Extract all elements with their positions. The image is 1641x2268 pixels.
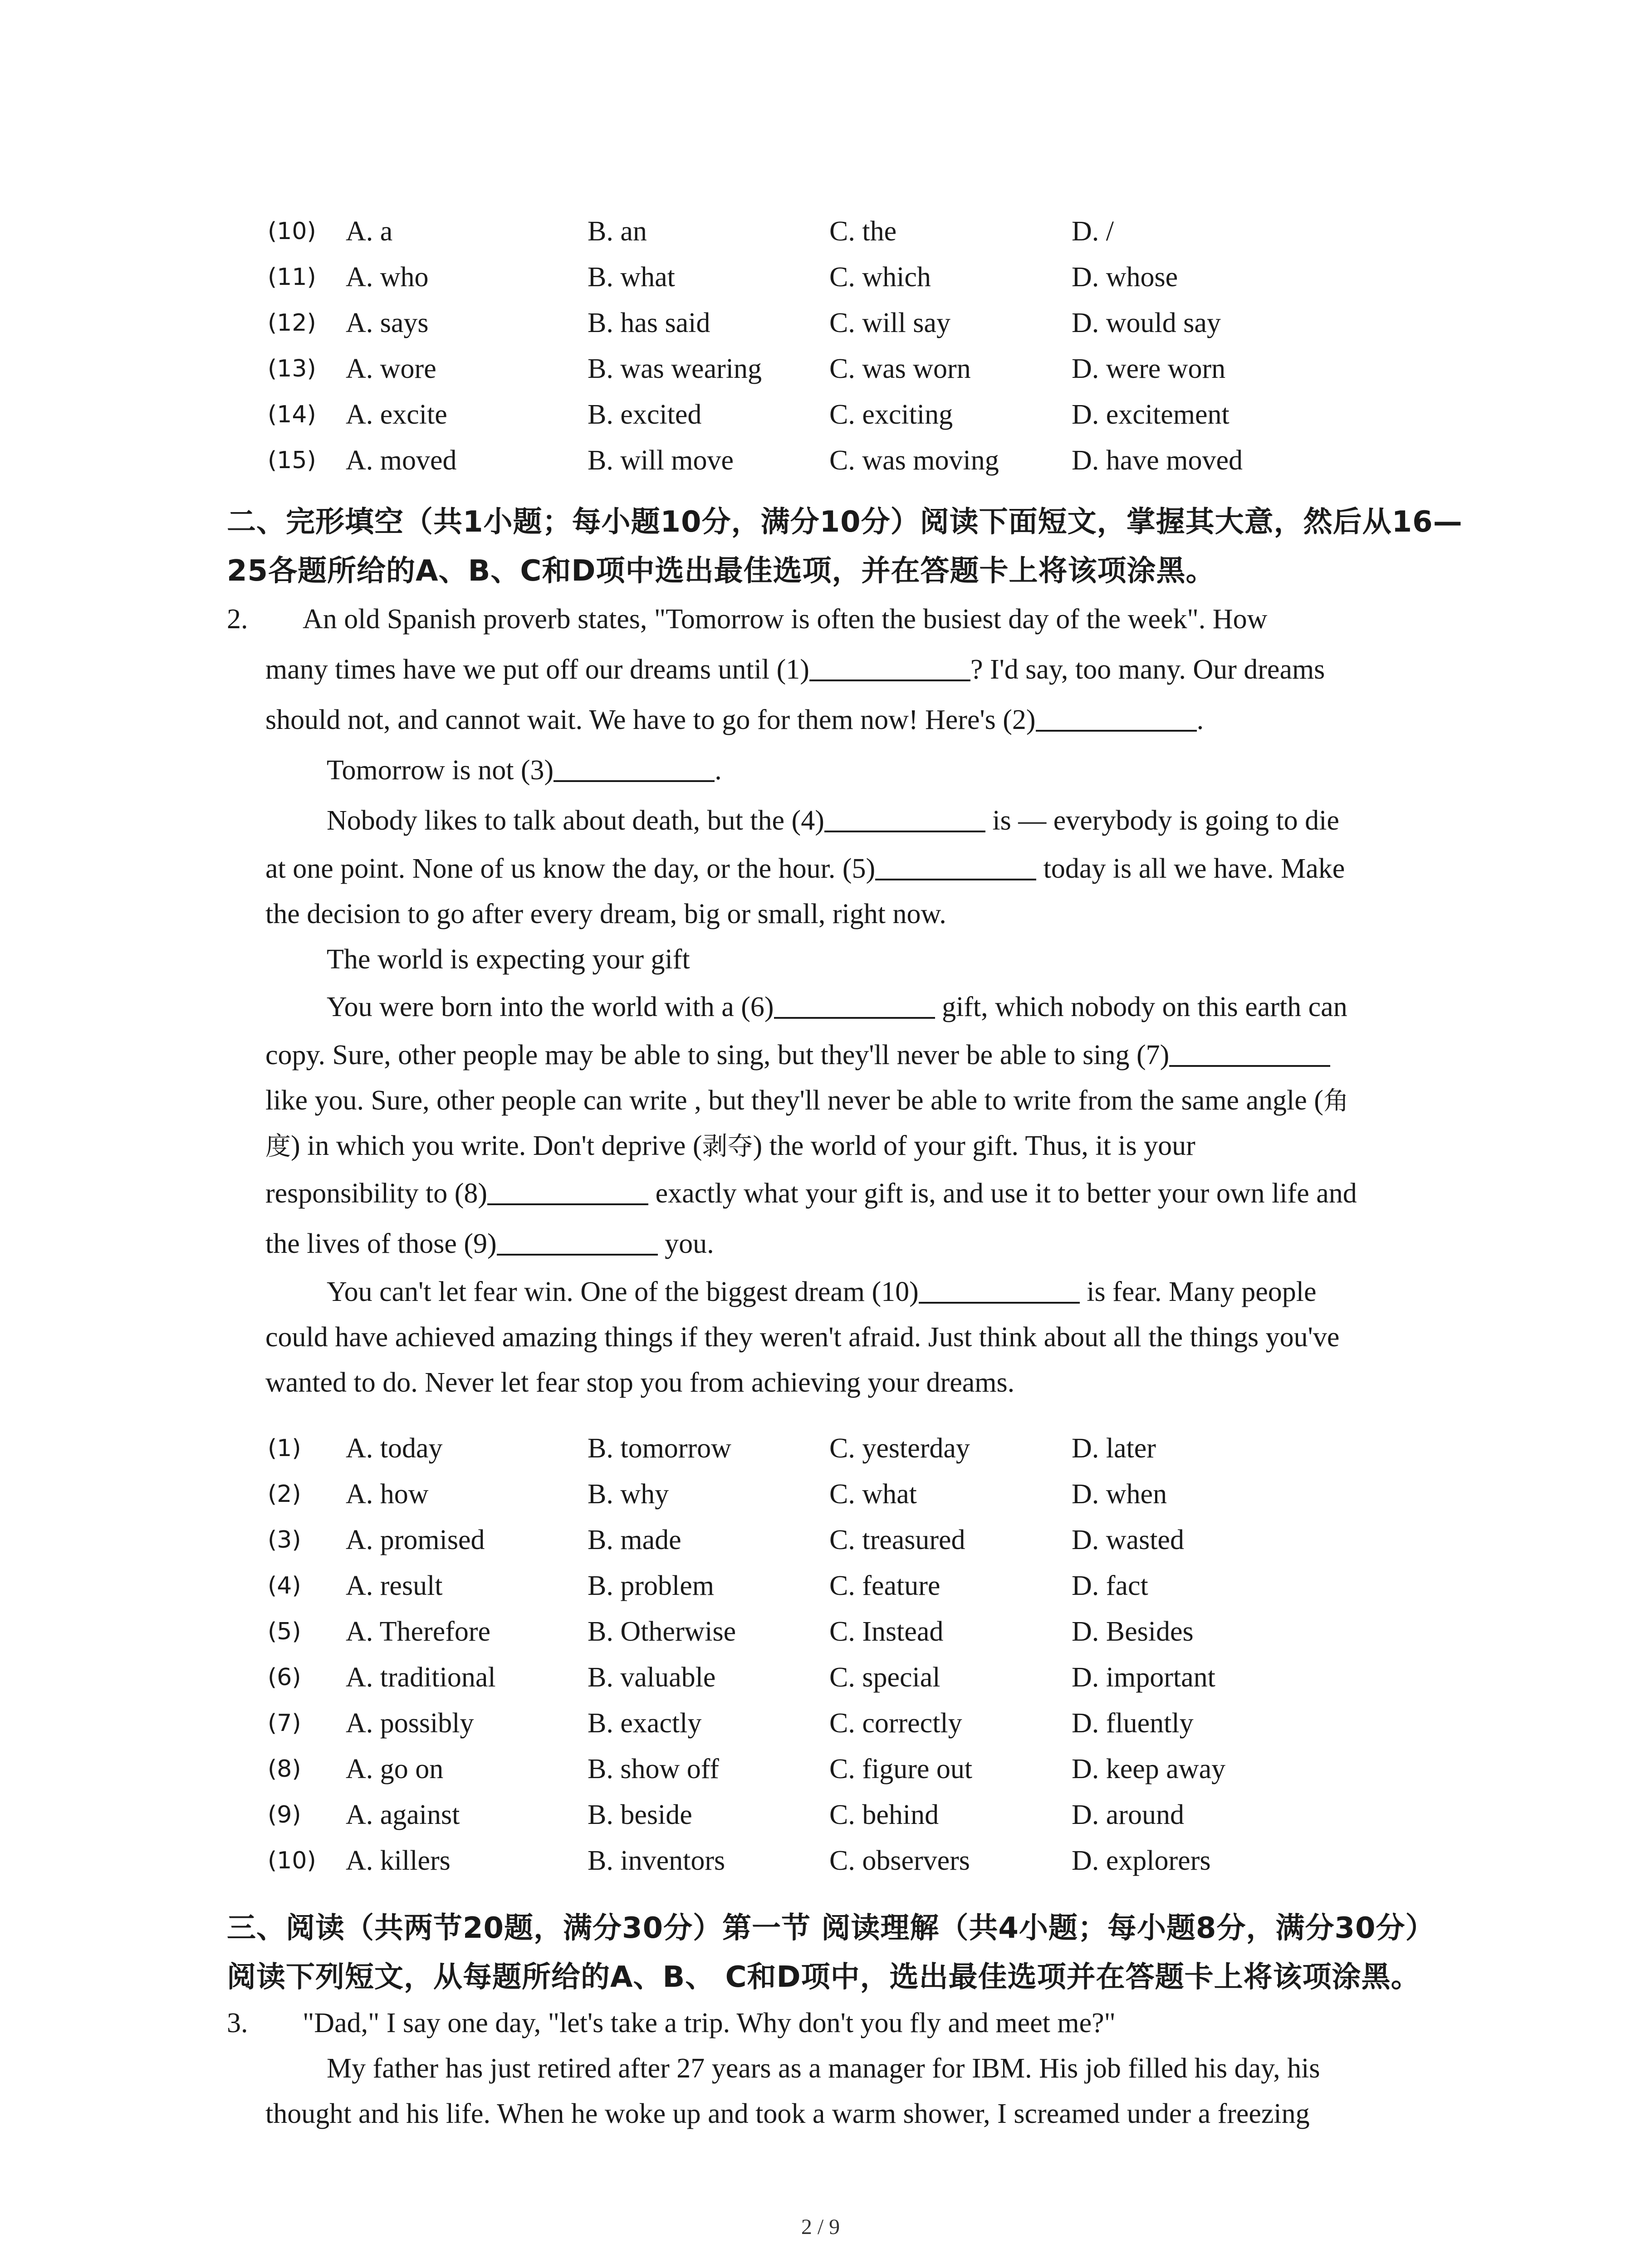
option-b[interactable]: B. exactly <box>588 1708 702 1739</box>
option-d[interactable]: D. / <box>1072 216 1114 247</box>
option-number: (15) <box>268 447 316 474</box>
option-c[interactable]: C. yesterday <box>829 1433 970 1464</box>
question-2-passage <box>265 594 1472 1405</box>
option-b[interactable]: B. an <box>588 216 647 247</box>
option-b[interactable]: B. what <box>588 262 675 293</box>
option-d[interactable]: D. around <box>1072 1799 1184 1830</box>
passage-line: You were born into the world with a (6) gift, which nobody on this earth can <box>265 982 1472 1032</box>
blank-6[interactable] <box>774 985 935 1019</box>
passage-line: Nobody likes to talk about death, but the (4) is — everybody is going to die <box>265 796 1472 846</box>
blank-4[interactable] <box>824 799 985 832</box>
option-b[interactable]: B. show off <box>588 1754 719 1784</box>
option-a[interactable]: A. wore <box>346 353 436 384</box>
passage-line: An old Spanish proverb states, "Tomorrow is often the busiest day of the week". How <box>303 604 1268 635</box>
blank-7[interactable] <box>1169 1033 1330 1067</box>
passage-line: copy. Sure, other people may be able to sing, but they'll never be able to sing (7) <box>265 1032 1472 1078</box>
section-2-line-2: 25各题所给的A、B、C和D项中选出最佳选项，并在答题卡上将该项涂黑。 <box>227 554 1215 588</box>
option-number: (4) <box>268 1572 301 1599</box>
option-c[interactable]: C. was worn <box>829 353 971 384</box>
option-b[interactable]: B. will move <box>588 445 734 476</box>
passage-line: like you. Sure, other people can write , but they'll never be able to write from the same angle (角 <box>265 1085 1349 1116</box>
question-3-number: 3. <box>227 2008 248 2038</box>
passage-line: My father has just retired after 27 years as a manager for IBM. His job filled his day, his <box>327 2053 1320 2084</box>
option-a[interactable]: A. traditional <box>346 1662 496 1693</box>
question-3-passage <box>265 2000 1472 2136</box>
option-c[interactable]: C. which <box>829 262 931 293</box>
passage-line: should not, and cannot wait. We have to go for them now! Here's (2) . <box>265 695 1472 745</box>
passage-line: thought and his life. When he woke up and took a warm shower, I screamed under a freezing <box>265 2098 1310 2129</box>
passage-line: You can't let fear win. One of the biggest dream (10) is fear. Many people <box>265 1269 1472 1315</box>
option-b[interactable]: B. tomorrow <box>588 1433 731 1464</box>
option-d[interactable]: D. wasted <box>1072 1525 1184 1555</box>
option-number: (5) <box>268 1618 301 1645</box>
blank-9[interactable] <box>497 1222 658 1256</box>
prev-options <box>0 209 1641 484</box>
option-c[interactable]: C. correctly <box>829 1708 962 1739</box>
option-a[interactable]: A. excite <box>346 399 447 430</box>
option-b[interactable]: B. Otherwise <box>588 1616 736 1647</box>
option-b[interactable]: B. valuable <box>588 1662 716 1693</box>
option-d[interactable]: D. have moved <box>1072 445 1243 476</box>
option-row <box>0 1563 1641 1609</box>
option-number: (14) <box>268 401 316 428</box>
option-a[interactable]: A. promised <box>346 1525 485 1555</box>
option-row <box>0 346 1641 392</box>
passage-line: could have achieved amazing things if they weren't afraid. Just think about all the things you've <box>265 1322 1340 1353</box>
option-a[interactable]: A. result <box>346 1570 443 1601</box>
option-row <box>0 1701 1641 1746</box>
section-3-line-2: 阅读下列短文，从每题所给的A、B、 C和D项中，选出最佳选项并在答题卡上将该项涂黑。 <box>227 1960 1421 1994</box>
option-b[interactable]: B. beside <box>588 1799 692 1830</box>
option-number: (2) <box>268 1481 301 1508</box>
option-a[interactable]: A. says <box>346 308 429 338</box>
option-a[interactable]: A. who <box>346 262 429 293</box>
option-number: (6) <box>268 1664 301 1691</box>
option-row <box>0 300 1641 346</box>
option-a[interactable]: A. how <box>346 1479 429 1510</box>
option-d[interactable]: D. important <box>1072 1662 1215 1693</box>
option-c[interactable]: C. the <box>829 216 897 247</box>
passage-subheading: The world is expecting your gift <box>327 944 690 975</box>
option-row <box>0 392 1641 438</box>
question-2-number: 2. <box>227 604 248 635</box>
option-c[interactable]: C. observers <box>829 1845 970 1876</box>
option-number: (8) <box>268 1755 301 1783</box>
option-c[interactable]: C. will say <box>829 308 950 338</box>
option-row <box>0 1655 1641 1701</box>
passage-line: wanted to do. Never let fear stop you from achieving your dreams. <box>265 1367 1015 1398</box>
option-c[interactable]: C. treasured <box>829 1525 965 1555</box>
passage-line: the decision to go after every dream, big or small, right now. <box>265 899 946 929</box>
option-c[interactable]: C. was moving <box>829 445 999 476</box>
blank-2[interactable] <box>1036 698 1197 732</box>
blank-3[interactable] <box>554 748 715 782</box>
option-c[interactable]: C. behind <box>829 1799 939 1830</box>
option-row <box>0 1838 1641 1884</box>
option-row <box>0 438 1641 484</box>
option-row <box>0 1609 1641 1655</box>
option-row <box>0 209 1641 254</box>
option-number: (7) <box>268 1710 301 1737</box>
option-a[interactable]: A. today <box>346 1433 443 1464</box>
blank-1[interactable] <box>809 648 970 681</box>
option-number: (10) <box>268 1847 316 1874</box>
option-c[interactable]: C. exciting <box>829 399 953 430</box>
option-row <box>0 1426 1641 1471</box>
option-a[interactable]: A. moved <box>346 445 457 476</box>
option-d[interactable]: D. fact <box>1072 1570 1148 1601</box>
option-d[interactable]: D. explorers <box>1072 1845 1211 1876</box>
blank-10[interactable] <box>919 1270 1080 1304</box>
passage-line: responsibility to (8) exactly what your gift is, and use it to better your own life and <box>265 1168 1472 1219</box>
option-c[interactable]: C. feature <box>829 1570 941 1601</box>
option-row <box>0 1792 1641 1838</box>
section-3-heading <box>227 1904 1452 2002</box>
page-number: 2 / 9 <box>801 2215 840 2239</box>
option-number: (1) <box>268 1435 301 1462</box>
option-c[interactable]: C. special <box>829 1662 941 1693</box>
blank-5[interactable] <box>875 847 1036 880</box>
option-d[interactable]: D. later <box>1072 1433 1156 1464</box>
option-number: (12) <box>268 309 316 337</box>
option-row <box>0 254 1641 300</box>
option-b[interactable]: B. excited <box>588 399 702 430</box>
blank-8[interactable] <box>487 1172 648 1205</box>
option-row <box>0 1471 1641 1517</box>
option-b[interactable]: B. was wearing <box>588 353 762 384</box>
passage-line: 度) in which you write. Don't deprive (剥夺) the world of your gift. Thus, it is your <box>265 1130 1195 1161</box>
option-b[interactable]: B. inventors <box>588 1845 725 1876</box>
passage-line: Tomorrow is not (3) . <box>265 745 1472 796</box>
passage-line: many times have we put off our dreams until (1) ? I'd say, too many. Our dreams <box>265 645 1472 695</box>
section-2-line-1: 二、完形填空（共1小题；每小题10分，满分10分）阅读下面短文，掌握其大意，然后从16— <box>227 505 1463 539</box>
option-c[interactable]: C. figure out <box>829 1754 973 1784</box>
option-b[interactable]: B. has said <box>588 308 710 338</box>
option-d[interactable]: D. Besides <box>1072 1616 1194 1647</box>
option-a[interactable]: A. possibly <box>346 1708 474 1739</box>
option-row <box>0 1517 1641 1563</box>
option-b[interactable]: B. why <box>588 1479 669 1510</box>
option-b[interactable]: B. problem <box>588 1570 714 1601</box>
option-d[interactable]: D. excitement <box>1072 399 1230 430</box>
option-a[interactable]: A. killers <box>346 1845 451 1876</box>
option-number: (3) <box>268 1526 301 1554</box>
option-a[interactable]: A. go on <box>346 1754 444 1784</box>
option-d[interactable]: D. when <box>1072 1479 1167 1510</box>
option-a[interactable]: A. Therefore <box>346 1616 491 1647</box>
passage-line: "Dad," I say one day, "let's take a trip. Why don't you fly and meet me?" <box>303 2008 1116 2038</box>
option-b[interactable]: B. made <box>588 1525 681 1555</box>
passage-line: at one point. None of us know the day, or the hour. (5) today is all we have. Make <box>265 846 1472 891</box>
option-d[interactable]: D. were worn <box>1072 353 1226 384</box>
passage-line: the lives of those (9) you. <box>265 1219 1472 1269</box>
option-d[interactable]: D. would say <box>1072 308 1221 338</box>
option-row <box>0 1746 1641 1792</box>
option-number: (9) <box>268 1801 301 1828</box>
option-d[interactable]: D. whose <box>1072 262 1178 293</box>
option-d[interactable]: D. keep away <box>1072 1754 1226 1784</box>
option-d[interactable]: D. fluently <box>1072 1708 1194 1739</box>
option-c[interactable]: C. Instead <box>829 1616 944 1647</box>
question-2-options <box>0 1426 1641 1884</box>
section-2-heading <box>227 498 1463 596</box>
option-number: (11) <box>268 264 316 291</box>
option-a[interactable]: A. a <box>346 216 393 247</box>
option-c[interactable]: C. what <box>829 1479 917 1510</box>
option-number: (10) <box>268 218 316 245</box>
option-number: (13) <box>268 355 316 382</box>
section-3-line-1: 三、阅读（共两节20题，满分30分）第一节 阅读理解（共4小题；每小题8分，满分30分） <box>227 1911 1435 1945</box>
option-a[interactable]: A. against <box>346 1799 460 1830</box>
